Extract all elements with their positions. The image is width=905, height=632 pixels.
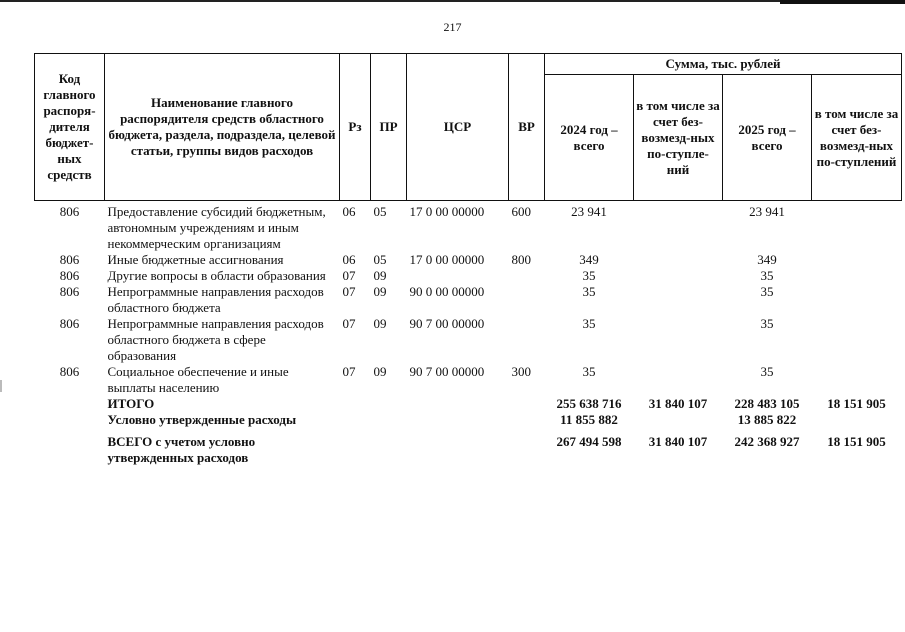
totals-row [35, 428, 902, 466]
header-2024-total: 2024 год – всего [545, 75, 634, 201]
header-csr: ЦСР [407, 54, 509, 201]
totals-2024-total: 11 855 882 [560, 412, 618, 427]
cell-name: Другие вопросы в области образования [107, 268, 326, 283]
totals-2025-total: 13 885 822 [737, 412, 797, 427]
cell-code: 806 [59, 284, 80, 299]
cell-code: 806 [59, 268, 80, 283]
scan-edge-line [0, 0, 905, 2]
cell-rz: 07 [342, 284, 356, 299]
cell-pr: 09 [373, 284, 387, 299]
cell-2024-free [634, 316, 723, 364]
cell-name: Социальное обеспечение и иные выплаты населению [107, 364, 289, 395]
cell-2024-free [634, 268, 723, 284]
header-2024-free: в том числе за счет без-возмезд-ных по-ступле-ний [634, 75, 723, 201]
cell-2025-total: 23 941 [749, 204, 785, 219]
cell-rz: 07 [342, 268, 356, 283]
cell-pr: 05 [373, 204, 387, 219]
cell-2024-free [634, 201, 723, 253]
cell-2024-free [634, 364, 723, 396]
cell-name: Непрограммные направления расходов областного бюджета [107, 284, 324, 315]
cell-csr [407, 268, 509, 284]
cell-code: 806 [59, 364, 80, 379]
cell-2025-free [812, 268, 902, 284]
totals-2024-free: 31 840 107 [648, 434, 708, 449]
totals-2024-total: 255 638 716 [556, 396, 622, 411]
cell-code: 806 [59, 204, 80, 219]
cell-vr [509, 268, 545, 284]
totals-2025-total: 242 368 927 [734, 434, 800, 449]
totals-2025-free [812, 412, 902, 428]
totals-2024-total: 267 494 598 [556, 434, 622, 449]
cell-2025-total: 35 [760, 364, 774, 379]
totals-2025-total: 228 483 105 [734, 396, 800, 411]
totals-2025-free: 18 151 905 [827, 434, 886, 449]
table-row [35, 268, 902, 284]
header-code: Код главного распоря-дителя бюджет-ных средств [35, 54, 105, 201]
header-2025-free: в том числе за счет без-возмезд-ных по-ступлений [812, 75, 902, 201]
table-row [35, 284, 902, 316]
cell-2024-total: 35 [582, 364, 596, 379]
totals-label: ВСЕГО с учетом условно утвержденных расходов [107, 434, 256, 465]
cell-2025-free [812, 252, 902, 268]
table-row [35, 364, 902, 396]
scan-margin-mark [0, 380, 2, 392]
cell-name: Предоставление субсидий бюджетным, автономным учреждениям и иным некоммерческим организациям [107, 204, 326, 251]
table-header [35, 54, 902, 201]
cell-rz: 06 [342, 204, 356, 219]
cell-vr [509, 284, 545, 316]
cell-2025-total: 35 [760, 268, 774, 283]
cell-vr: 800 [511, 252, 531, 267]
cell-csr: 17 0 00 00000 [409, 252, 485, 267]
cell-2025-total: 35 [760, 316, 774, 331]
table-body [35, 201, 902, 467]
cell-vr: 600 [511, 204, 531, 219]
table-row [35, 252, 902, 268]
cell-rz: 07 [342, 364, 356, 379]
header-name: Наименование главного распорядителя средств областного бюджета, раздела, подраздела, целевой статьи, группы видов расходов [105, 54, 340, 201]
cell-code: 806 [59, 252, 80, 267]
cell-pr: 09 [373, 268, 387, 283]
cell-2025-total: 349 [757, 252, 777, 267]
cell-pr: 05 [373, 252, 387, 267]
table-row [35, 316, 902, 364]
cell-csr: 90 7 00 00000 [409, 364, 485, 379]
totals-label: Условно утвержденные расходы [107, 412, 297, 427]
cell-2025-free [812, 284, 902, 316]
cell-2024-total: 35 [582, 316, 596, 331]
totals-row [35, 412, 902, 428]
header-rz: Рз [340, 54, 371, 201]
cell-2025-total: 35 [760, 284, 774, 299]
cell-vr: 300 [511, 364, 531, 379]
header-pr: ПР [371, 54, 407, 201]
cell-2024-free [634, 284, 723, 316]
cell-2024-total: 349 [579, 252, 599, 267]
cell-name: Иные бюджетные ассигнования [107, 252, 284, 267]
page-number: 217 [443, 20, 462, 34]
cell-2024-total: 35 [582, 268, 596, 283]
totals-2024-free: 31 840 107 [648, 396, 708, 411]
cell-csr: 17 0 00 00000 [409, 204, 485, 219]
cell-pr: 09 [373, 316, 387, 331]
header-vr: ВР [509, 54, 545, 201]
cell-2024-total: 35 [582, 284, 596, 299]
cell-csr: 90 0 00 00000 [409, 284, 485, 299]
cell-csr: 90 7 00 00000 [409, 316, 485, 331]
cell-code: 806 [59, 316, 80, 331]
header-2025-total: 2025 год – всего [723, 75, 812, 201]
totals-2025-free: 18 151 905 [827, 396, 886, 411]
header-sum-group: Сумма, тыс. рублей [545, 54, 902, 75]
cell-rz: 07 [342, 316, 356, 331]
table-row [35, 201, 902, 253]
cell-2025-free [812, 201, 902, 253]
cell-name: Непрограммные направления расходов областного бюджета в сфере образования [107, 316, 324, 363]
cell-2024-free [634, 252, 723, 268]
totals-label: ИТОГО [107, 396, 155, 411]
budget-table [34, 53, 902, 466]
cell-pr: 09 [373, 364, 387, 379]
scan-edge-mark [780, 0, 905, 4]
cell-2025-free [812, 316, 902, 364]
totals-2024-free [634, 412, 723, 428]
cell-2024-total: 23 941 [571, 204, 607, 219]
cell-rz: 06 [342, 252, 356, 267]
cell-2025-free [812, 364, 902, 396]
cell-vr [509, 316, 545, 364]
totals-row [35, 396, 902, 412]
